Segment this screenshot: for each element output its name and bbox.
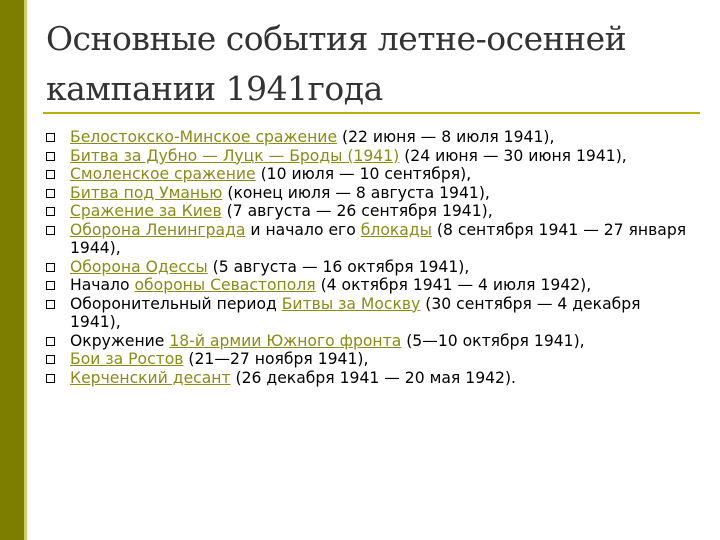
slide-title bbox=[46, 14, 706, 114]
list-item bbox=[46, 128, 696, 147]
square-bullet-icon bbox=[46, 281, 55, 290]
event-text: Начало bbox=[70, 276, 135, 294]
list-item bbox=[46, 295, 696, 332]
event-dates: (7 августа — 26 сентября 1941), bbox=[221, 202, 493, 220]
list-item bbox=[46, 369, 696, 388]
slide-title-line-2: кампании 1941года bbox=[46, 69, 383, 108]
square-bullet-icon bbox=[46, 300, 55, 309]
event-link[interactable]: Смоленское сражение bbox=[70, 165, 256, 183]
event-link[interactable]: 18-й армии Южного фронта bbox=[169, 331, 402, 350]
event-link[interactable]: Керченский десант bbox=[70, 368, 231, 387]
event-dates: (21—27 ноября 1941), bbox=[183, 350, 369, 368]
event-dates: (26 декабря 1941 — 20 мая 1942). bbox=[230, 368, 516, 387]
square-bullet-icon bbox=[46, 170, 55, 179]
event-text: и начало его bbox=[245, 220, 361, 239]
square-bullet-icon bbox=[46, 337, 55, 346]
event-text: Окружение bbox=[70, 331, 170, 350]
event-link[interactable]: Битва под Уманью bbox=[70, 183, 223, 202]
event-dates: (10 июля — 10 сентября), bbox=[255, 165, 472, 183]
event-link[interactable]: обороны Севастополя bbox=[134, 276, 316, 294]
events-list bbox=[46, 128, 696, 387]
list-item bbox=[46, 165, 696, 184]
square-bullet-icon bbox=[46, 133, 55, 142]
square-bullet-icon bbox=[46, 189, 55, 198]
event-dates: (4 октября 1941 — 4 июля 1942), bbox=[315, 276, 592, 294]
square-bullet-icon bbox=[46, 152, 55, 161]
left-accent-stripe bbox=[24, 0, 27, 540]
square-bullet-icon bbox=[46, 226, 55, 235]
event-link[interactable]: Битвы за Москву bbox=[281, 294, 421, 313]
list-item bbox=[46, 221, 696, 258]
square-bullet-icon bbox=[46, 355, 55, 364]
slide-title-line-1: Основные события летне-осенней bbox=[46, 19, 627, 58]
list-item bbox=[46, 184, 696, 203]
event-link[interactable]: блокады bbox=[360, 220, 432, 239]
event-dates: (конец июля — 8 августа 1941), bbox=[222, 183, 490, 202]
list-item bbox=[46, 332, 696, 351]
event-link[interactable]: Оборона Одессы bbox=[70, 257, 208, 276]
list-item bbox=[46, 276, 696, 295]
list-item bbox=[46, 202, 696, 221]
left-accent-bar bbox=[0, 0, 24, 540]
event-dates: (8 сентября 1941 — 27 января 1944), bbox=[70, 220, 687, 257]
event-link[interactable]: Оборона Ленинграда bbox=[70, 220, 246, 239]
list-item bbox=[46, 147, 696, 166]
square-bullet-icon bbox=[46, 207, 55, 216]
event-dates: (5 августа — 16 октября 1941), bbox=[207, 257, 470, 276]
event-link[interactable]: Битва за Дубно — Луцк — Броды (1941) bbox=[70, 146, 400, 165]
event-link[interactable]: Бои за Ростов bbox=[70, 350, 184, 368]
square-bullet-icon bbox=[46, 263, 55, 272]
event-dates: (24 июня — 30 июня 1941), bbox=[399, 146, 627, 165]
event-link[interactable]: Белостокско-Минское сражение bbox=[70, 128, 338, 146]
event-dates: (5—10 октября 1941), bbox=[401, 331, 585, 350]
list-item bbox=[46, 350, 696, 369]
event-link[interactable]: Сражение за Киев bbox=[70, 202, 222, 220]
event-dates: (22 июня — 8 июля 1941), bbox=[337, 128, 555, 146]
event-text: Оборонительный период bbox=[70, 294, 282, 313]
list-item bbox=[46, 258, 696, 277]
square-bullet-icon bbox=[46, 374, 55, 383]
event-dates: (30 сентября — 4 декабря 1941), bbox=[70, 294, 641, 331]
title-divider bbox=[43, 112, 700, 114]
